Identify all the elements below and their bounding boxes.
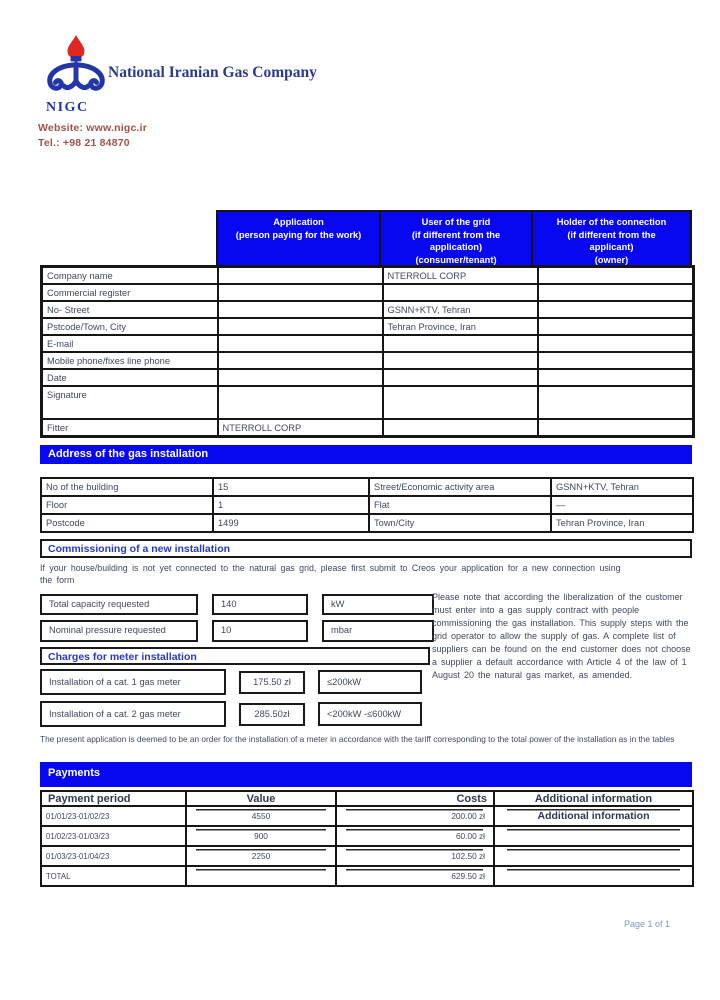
payment-period: TOTAL (41, 866, 186, 886)
payment-costs: 200.00 zł (336, 806, 494, 826)
cell-holder (538, 419, 694, 437)
cat2-meter-label: Installation of a cat. 2 gas meter (40, 701, 226, 727)
cell-application (218, 267, 383, 285)
cell-user (383, 419, 538, 437)
telephone-line: Tel.: +98 21 84870 (38, 137, 130, 149)
column-header-application: Application (person paying for the work) (216, 210, 381, 265)
payment-period: 01/03/23-01/04/23 (41, 846, 186, 866)
cell-application (218, 318, 383, 335)
cell-user (383, 352, 538, 369)
pressure-value-field: 10 (212, 620, 308, 642)
cell-user (383, 284, 538, 301)
column-header-additional: Additional information (494, 791, 693, 806)
payment-row (41, 846, 693, 866)
field-label: Postcode (41, 514, 213, 532)
section-header-address: Address of the gas installation (40, 445, 692, 464)
capacity-unit: kW (322, 594, 434, 615)
cell-holder (538, 318, 694, 335)
payment-value: 4550 (186, 806, 336, 826)
table-row (42, 369, 694, 386)
cell-user: Tehran Province, Iran (383, 318, 538, 335)
cell-application (218, 352, 383, 369)
payment-total-row (41, 866, 693, 886)
table-row (41, 514, 693, 532)
cell-user: NTERROLL CORP (383, 267, 538, 285)
field-label: Floor (41, 496, 213, 514)
payment-period: 01/01/23-01/02/23 (41, 806, 186, 826)
cell-holder (538, 284, 694, 301)
cell-holder (538, 267, 694, 285)
liberalization-note-text: Please note that according the liberalization of the customer must enter into a gas supply contract with people commissioning the gas installation. This supply steps with the grid operator to allow the supply of gas. A complete list of suppliers can be found on the end customer does not choose a supplier a default accordance with Article 4 of the law of 1 August 20 the natural gas market, as amended. (432, 592, 691, 680)
cell-user (383, 369, 538, 386)
cell-application (218, 284, 383, 301)
payment-additional-info (494, 866, 693, 886)
row-label: Pstcode/Town, City (42, 318, 218, 335)
pressure-label: Nominal pressure requested (40, 620, 198, 642)
field-label: No of the building (41, 478, 213, 496)
payment-additional-info: Additional information (494, 806, 693, 826)
cell-holder (538, 352, 694, 369)
table-row (42, 301, 694, 318)
field-label: Flat (369, 496, 551, 514)
pressure-unit: mbar (322, 620, 434, 642)
table-row (42, 267, 694, 285)
field-label: Town/City (369, 514, 551, 532)
row-label: No- Street (42, 301, 218, 318)
row-label: Company name (42, 267, 218, 285)
column-header-value: Value (186, 791, 336, 806)
payment-value: 900 (186, 826, 336, 846)
field-value: 15 (213, 478, 369, 496)
website-line: Website: www.nigc.ir (38, 122, 148, 134)
table-row (41, 496, 693, 514)
table-row (41, 478, 693, 496)
payment-row (41, 826, 693, 846)
payment-additional-info (494, 826, 693, 846)
cat2-meter-price: 285.50zł (239, 703, 305, 726)
table-row (42, 335, 694, 352)
table-row (42, 352, 694, 369)
column-header-costs: Costs (336, 791, 494, 806)
payment-costs: 629.50 zł (336, 866, 494, 886)
payment-value: 2250 (186, 846, 336, 866)
cell-application: NTERROLL CORP (218, 419, 383, 437)
payments-table (40, 790, 694, 887)
cell-holder (538, 386, 694, 419)
row-label: Mobile phone/fixes line phone (42, 352, 218, 369)
application-disclaimer-text: The present application is deemed to be an order for the installation of a meter in accordance with the tariff corresponding to the total power of the installation as in the tables (40, 734, 675, 744)
row-label: Signature (42, 386, 218, 419)
address-table (40, 477, 694, 533)
table-row (42, 284, 694, 301)
table-row (42, 419, 694, 437)
section-title-charges: Charges for meter installation (40, 647, 430, 665)
field-value: 1499 (213, 514, 369, 532)
column-header-holder: Holder of the connection (if different from the applicant) (owner) (531, 210, 692, 265)
table-row (42, 386, 694, 419)
torch-emblem-icon (44, 34, 108, 104)
row-label: Fitter (42, 419, 218, 437)
flame-icon (68, 35, 85, 58)
cat1-meter-label: Installation of a cat. 1 gas meter (40, 669, 226, 695)
row-label: Commercial register (42, 284, 218, 301)
cell-application (218, 369, 383, 386)
cat2-meter-range: <200kW -≤600kW (318, 702, 422, 726)
logo-caption: NIGC (46, 100, 89, 115)
field-label: Street/Economic activity area (369, 478, 551, 496)
commissioning-intro-text: If your house/building is not yet connected to the natural gas grid, please first submit to Creos your application for a new connection using the form (40, 563, 621, 585)
cat1-meter-range: ≤200kW (318, 670, 422, 694)
payment-period: 01/02/23-01/03/23 (41, 826, 186, 846)
row-label: E-mail (42, 335, 218, 352)
cell-application (218, 386, 383, 419)
payment-row (41, 806, 693, 826)
cell-holder (538, 301, 694, 318)
payment-additional-info (494, 846, 693, 866)
applicant-table (40, 265, 695, 438)
capacity-label: Total capacity requested (40, 594, 198, 615)
field-value: 1 (213, 496, 369, 514)
organization-name: National Iranian Gas Company (108, 64, 317, 81)
cell-application (218, 335, 383, 352)
payment-costs: 102.50 zł (336, 846, 494, 866)
row-label: Date (42, 369, 218, 386)
section-title-commissioning: Commissioning of a new installation (40, 539, 692, 558)
payment-value (186, 866, 336, 886)
column-header-period: Payment period (41, 791, 186, 806)
payments-header-row (41, 791, 693, 806)
capacity-value-field: 140 (212, 594, 308, 615)
page-number: Page 1 of 1 (623, 919, 670, 929)
table-row (42, 318, 694, 335)
cell-application (218, 301, 383, 318)
cell-holder (538, 369, 694, 386)
cell-holder (538, 335, 694, 352)
cell-user (383, 386, 538, 419)
field-value: Tehran Province, Iran (551, 514, 693, 532)
cat1-meter-price: 175.50 zł (239, 671, 305, 694)
cell-user: GSNN+KTV, Tehran (383, 301, 538, 318)
payment-costs: 60.00 zł (336, 826, 494, 846)
field-value: — (551, 496, 693, 514)
column-header-user-of-grid: User of the grid (if different from the application) (consumer/tenant) (379, 210, 534, 265)
field-value: GSNN+KTV, Tehran (551, 478, 693, 496)
cell-user (383, 335, 538, 352)
section-header-payments: Payments (40, 762, 692, 787)
